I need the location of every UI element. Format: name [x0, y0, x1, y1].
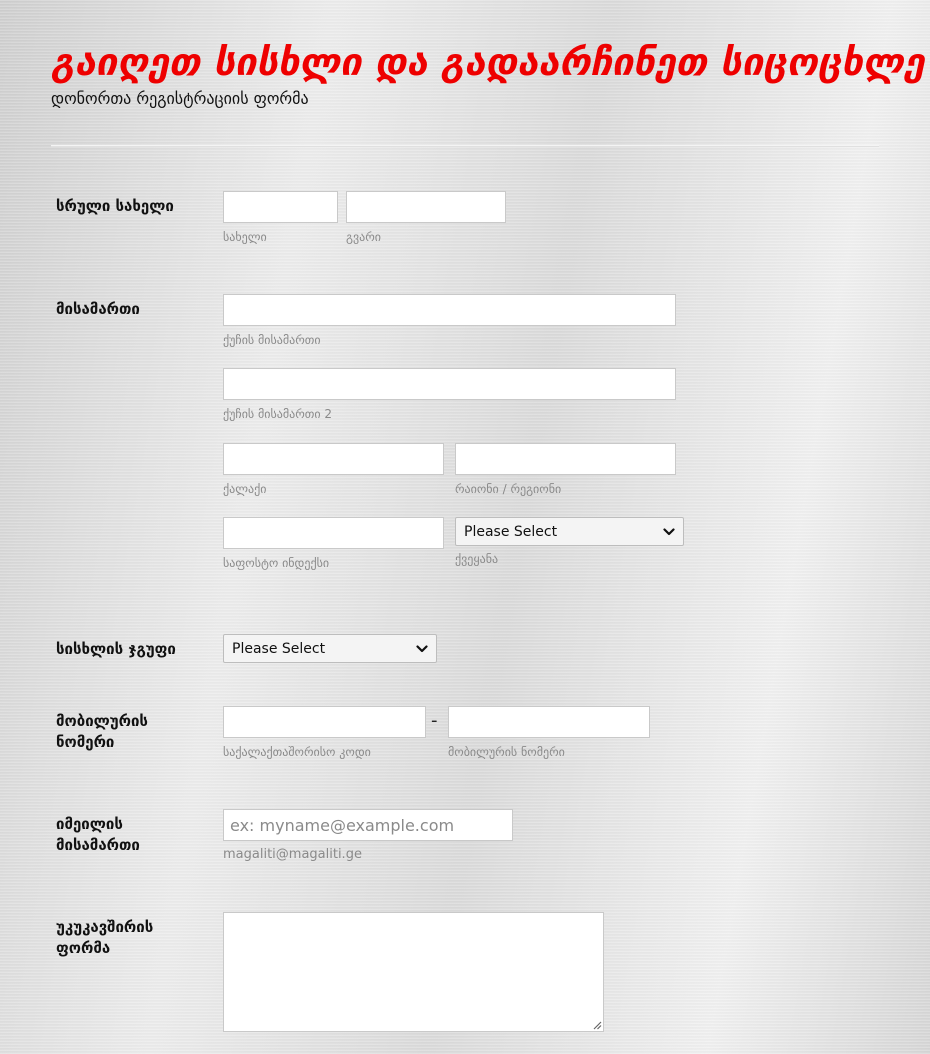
city-sublabel: ქალაქი [223, 482, 267, 496]
chevron-down-icon [663, 526, 675, 538]
address-label: მისამართი [56, 300, 140, 318]
phone-separator: - [431, 710, 438, 731]
resize-grip-icon[interactable] [592, 1020, 602, 1030]
email-input[interactable] [223, 809, 513, 841]
blood-group-select-value: Please Select [232, 640, 326, 657]
form-subtitle: დონორთა რეგისტრაციის ფორმა [51, 89, 309, 108]
mobile-number-input[interactable] [448, 706, 650, 738]
blood-group-select[interactable] [223, 634, 437, 663]
area-code-sublabel: საქალაქთაშორისო კოდი [223, 745, 371, 759]
street-address-sublabel: ქუჩის მისამართი [223, 333, 321, 347]
form-title: გაიღეთ სისხლი და გადაარჩინეთ სიცოცხლე [51, 40, 925, 84]
email-sublabel: magaliti@magaliti.ge [223, 847, 362, 862]
mobile-number-sublabel: მობილურის ნომერი [448, 745, 565, 759]
full-name-label: სრული სახელი [56, 197, 174, 215]
street-address-2-sublabel: ქუჩის მისამართი 2 [223, 407, 333, 421]
chevron-down-icon [416, 643, 428, 655]
region-sublabel: რაიონი / რეგიონი [455, 482, 562, 496]
area-code-input[interactable] [223, 706, 426, 738]
last-name-input[interactable] [346, 191, 506, 223]
header-divider [51, 145, 879, 146]
region-input[interactable] [455, 443, 676, 475]
street-address-2-input[interactable] [223, 368, 676, 400]
postal-code-input[interactable] [223, 517, 444, 549]
city-input[interactable] [223, 443, 444, 475]
feedback-textarea[interactable] [223, 912, 604, 1032]
country-sublabel: ქვეყანა [455, 552, 499, 566]
country-select-value: Please Select [464, 523, 558, 540]
country-select[interactable] [455, 517, 684, 546]
feedback-label: უკუკავშირის ფორმა [56, 918, 154, 957]
blood-group-label: სისხლის ჯგუფი [56, 640, 176, 658]
first-name-sublabel: სახელი [223, 230, 267, 244]
first-name-input[interactable] [223, 191, 338, 223]
last-name-sublabel: გვარი [346, 230, 381, 244]
email-label: იმეილის მისამართი [56, 815, 140, 854]
street-address-input[interactable] [223, 294, 676, 326]
mobile-number-label: მობილურის ნომერი [56, 712, 148, 751]
postal-code-sublabel: საფოსტო ინდექსი [223, 556, 330, 570]
